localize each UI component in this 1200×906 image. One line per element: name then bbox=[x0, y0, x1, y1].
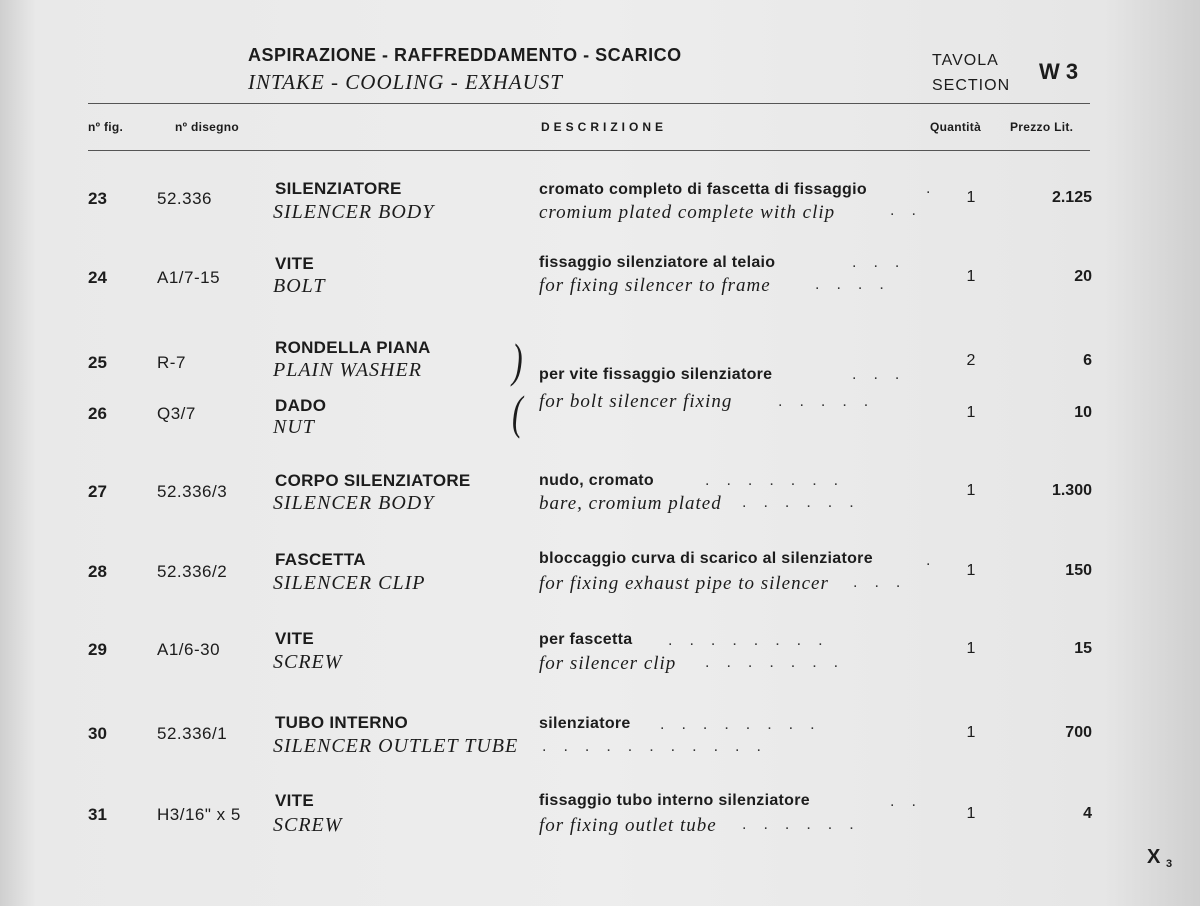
section-label: SECTION bbox=[932, 77, 1011, 94]
header-rule bbox=[88, 103, 1090, 104]
item-name-en: PLAIN WASHER bbox=[273, 359, 422, 381]
brace-bottom: ( bbox=[512, 384, 523, 439]
leader-dots: .... bbox=[815, 276, 901, 293]
price: 10 bbox=[1074, 404, 1092, 421]
item-name-it: CORPO SILENZIATORE bbox=[275, 471, 471, 490]
shared-description-en: for bolt silencer fixing bbox=[539, 391, 733, 412]
price: 4 bbox=[1083, 805, 1092, 822]
leader-dots: ...... bbox=[742, 816, 871, 833]
quantity: 1 bbox=[966, 724, 976, 741]
section-code: W 3 bbox=[1039, 59, 1079, 84]
drawing-number: A1/7-15 bbox=[157, 268, 221, 287]
leader-dots: . bbox=[926, 180, 948, 197]
drawing-number: Q3/7 bbox=[157, 404, 196, 423]
quantity: 1 bbox=[966, 404, 976, 421]
description-it: per fascetta bbox=[539, 631, 633, 648]
fig-number: 30 bbox=[88, 724, 107, 743]
description-it: fissaggio tubo interno silenziatore bbox=[539, 792, 810, 809]
quantity: 1 bbox=[966, 268, 976, 285]
col-quantity: Quantità bbox=[930, 120, 982, 134]
leader-dots: . bbox=[926, 552, 948, 569]
item-name-en: SCREW bbox=[273, 814, 343, 836]
leader-dots: ....... bbox=[705, 472, 856, 489]
item-name-it: FASCETTA bbox=[275, 550, 366, 569]
price: 150 bbox=[1065, 562, 1092, 579]
leader-dots: .. bbox=[890, 202, 933, 219]
col-price: Prezzo Lit. bbox=[1010, 120, 1074, 134]
item-name-en: SILENCER CLIP bbox=[273, 572, 426, 594]
fig-number: 24 bbox=[88, 268, 107, 287]
drawing-number: 52.336/2 bbox=[157, 562, 228, 581]
quantity: 1 bbox=[966, 482, 976, 499]
column-rule bbox=[88, 150, 1090, 151]
drawing-number: 52.336/1 bbox=[157, 724, 228, 743]
drawing-number: 52.336 bbox=[157, 189, 212, 208]
item-name-en: SILENCER OUTLET TUBE bbox=[273, 735, 519, 757]
leader-dots: ........ bbox=[668, 632, 840, 649]
leader-dots: ... bbox=[852, 366, 917, 383]
price: 20 bbox=[1074, 268, 1092, 285]
price: 6 bbox=[1083, 352, 1092, 369]
description-it: fissaggio silenziatore al telaio bbox=[539, 254, 776, 271]
item-name-en: SILENCER BODY bbox=[273, 492, 435, 514]
page-mark-subscript: 3 bbox=[1166, 858, 1173, 870]
fig-number: 29 bbox=[88, 640, 107, 659]
fig-number: 23 bbox=[88, 189, 107, 208]
item-name-it: VITE bbox=[275, 791, 314, 810]
col-fig: nº fig. bbox=[88, 120, 124, 134]
leader-dots: ... bbox=[852, 254, 917, 271]
leader-dots: ... bbox=[853, 574, 918, 591]
title-english: INTAKE - COOLING - EXHAUST bbox=[248, 70, 563, 94]
item-name-en: BOLT bbox=[273, 275, 326, 297]
tavola-label: TAVOLA bbox=[932, 52, 999, 69]
description-en: for silencer clip bbox=[539, 653, 677, 674]
price: 15 bbox=[1074, 640, 1092, 657]
description-it: silenziatore bbox=[539, 715, 631, 732]
page-mark: X bbox=[1147, 846, 1161, 868]
price: 1.300 bbox=[1051, 482, 1092, 499]
quantity: 1 bbox=[966, 189, 976, 206]
drawing-number: A1/6-30 bbox=[157, 640, 221, 659]
item-name-it: DADO bbox=[275, 396, 327, 415]
drawing-number: R-7 bbox=[157, 353, 186, 372]
drawing-number: H3/16" x 5 bbox=[157, 805, 241, 824]
description-it: nudo, cromato bbox=[539, 472, 655, 489]
description-it: bloccaggio curva di scarico al silenziatore bbox=[539, 550, 873, 567]
fig-number: 28 bbox=[88, 562, 107, 581]
item-name-en: SCREW bbox=[273, 651, 343, 673]
leader-dots: ..... bbox=[778, 393, 886, 410]
fig-number: 31 bbox=[88, 805, 107, 824]
quantity: 1 bbox=[966, 640, 976, 657]
description-en: for fixing outlet tube bbox=[539, 815, 717, 836]
col-drawing: nº disegno bbox=[175, 120, 240, 134]
description-it: cromato completo di fascetta di fissaggio bbox=[539, 181, 867, 198]
price: 700 bbox=[1065, 724, 1092, 741]
item-name-it: RONDELLA PIANA bbox=[275, 338, 431, 357]
item-name-it: TUBO INTERNO bbox=[275, 713, 408, 732]
price: 2.125 bbox=[1051, 189, 1092, 206]
leader-dots: ........... bbox=[542, 738, 778, 755]
description-en: for fixing silencer to frame bbox=[539, 275, 771, 296]
fig-number: 27 bbox=[88, 482, 107, 501]
quantity: 1 bbox=[966, 805, 976, 822]
leader-dots: ........ bbox=[660, 716, 832, 733]
brace-top: ) bbox=[512, 332, 523, 387]
item-name-en: SILENCER BODY bbox=[273, 201, 435, 223]
title-italian: ASPIRAZIONE - RAFFREDDAMENTO - SCARICO bbox=[248, 45, 682, 65]
quantity: 2 bbox=[966, 352, 976, 369]
item-name-en: NUT bbox=[273, 416, 315, 438]
fig-number: 26 bbox=[88, 404, 107, 423]
item-name-it: SILENZIATORE bbox=[275, 179, 402, 198]
drawing-number: 52.336/3 bbox=[157, 482, 228, 501]
leader-dots: ....... bbox=[705, 654, 856, 671]
leader-dots: ...... bbox=[742, 494, 871, 511]
leader-dots: .. bbox=[890, 793, 933, 810]
description-en: cromium plated complete with clip bbox=[539, 202, 836, 223]
shared-description-it: per vite fissaggio silenziatore bbox=[539, 366, 773, 383]
quantity: 1 bbox=[966, 562, 976, 579]
col-description: DESCRIZIONE bbox=[541, 120, 668, 134]
description-en: for fixing exhaust pipe to silencer bbox=[539, 573, 829, 594]
description-en: bare, cromium plated bbox=[539, 493, 722, 514]
item-name-it: VITE bbox=[275, 629, 314, 648]
item-name-it: VITE bbox=[275, 254, 314, 273]
fig-number: 25 bbox=[88, 353, 107, 372]
